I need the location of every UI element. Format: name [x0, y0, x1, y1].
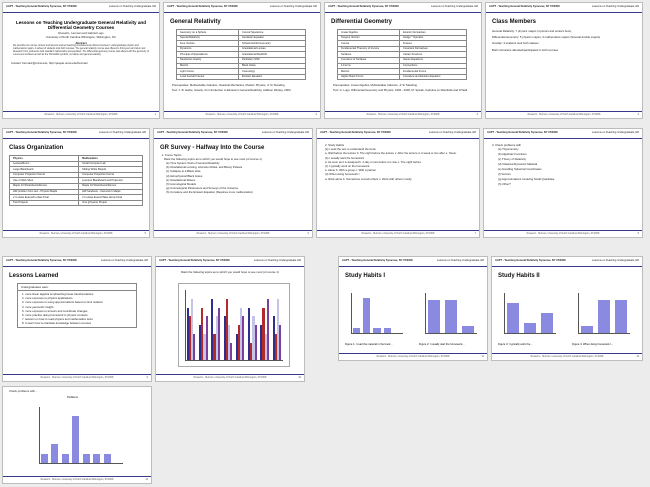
header-right: Lessons on Teaching Undergraduate GR — [109, 5, 156, 8]
footer-text: Russell L. Herman, University of North Carolina Wilmington, 07/2008 — [40, 478, 114, 481]
topic-cell: Light Cones — [177, 69, 239, 75]
list-item: (e) Handling Spherical Coordinates — [498, 167, 542, 171]
slide-11 — [338, 256, 488, 361]
header-right: Lessons on Teaching Undergraduate GR — [431, 5, 478, 8]
topic-cell: Geodesic Equation — [239, 35, 306, 41]
paper-title: Lessons on Teaching Undergraduate General Relativity and Differential Geometry Courses — [15, 20, 147, 30]
page-number: 5 — [144, 232, 146, 235]
table-row — [338, 74, 467, 80]
footer-text: Russell L. Herman, University of North Carolina Wilmington, 07/2008 — [527, 113, 601, 116]
topic-cell: Higher Rank Forms — [338, 74, 400, 80]
chart-caption: Rank the following topics as to which you would hope to see most (of course 1) — [181, 270, 279, 274]
x-axis — [504, 333, 556, 334]
topic-cell: Curved Spacetime — [239, 30, 306, 36]
chart-bar — [581, 326, 593, 333]
topic-cell: Gauss Equations — [400, 57, 467, 63]
page-number: 2 — [315, 113, 317, 116]
list-item: 1. more linear algebra emphasizing linear transformations — [22, 292, 94, 296]
slide-footer — [3, 374, 151, 381]
slide-footer — [492, 353, 642, 360]
chart-bar — [230, 343, 232, 361]
topic-cell: Special Relativity — [177, 35, 239, 41]
lessons-list — [18, 291, 136, 327]
header-right: Lessons on Teaching Undergraduate GR — [592, 259, 639, 262]
math-cell: 2 In-class Exams/Take Home Final — [79, 195, 143, 201]
slide-title: Differential Geometry — [331, 19, 393, 25]
chart-bar — [373, 328, 380, 333]
x-axis — [39, 463, 123, 464]
chart-bar — [51, 444, 58, 463]
contact-info[interactable]: Contact: hermanr@uncw.edu, http://people.uncw.edu/hermanr — [11, 61, 89, 65]
slide-header — [325, 3, 481, 13]
chart-bar — [507, 303, 519, 333]
list-item: (g) Cosmological Parameters and Surveys of the Universe — [166, 186, 239, 191]
study-habits-questions — [317, 139, 479, 185]
chart-bar — [267, 299, 269, 360]
slide-header — [484, 129, 642, 139]
header-right: Lessons on Teaching Undergraduate GR — [429, 131, 476, 134]
chart-bar — [193, 334, 195, 360]
chart-bar — [353, 328, 360, 333]
page-number: 9 — [146, 376, 148, 379]
y-axis — [351, 293, 352, 333]
slide-footer — [3, 111, 159, 118]
slide-footer — [164, 111, 320, 118]
header-right: Lessons on Teaching Undergraduate GR — [262, 131, 309, 134]
chart-bar — [462, 326, 474, 333]
study-habits-chart-2 — [419, 287, 483, 339]
header-left: AAPT - Teaching General Relativity Syracuse, NY 07/2008 — [342, 259, 413, 262]
physics-cell: Computer Projection Kernel — [10, 172, 79, 178]
list-item: 2. more exposure to physics applications — [22, 296, 73, 301]
footer-text: Russell L. Herman, University of North Carolina Wilmington, 07/2008 — [196, 232, 270, 235]
footer-text: Russell L. Herman, University of North Carolina Wilmington, 07/2008 — [193, 376, 267, 379]
slide-13 — [2, 386, 152, 484]
study-habits-chart-1 — [345, 287, 409, 339]
prerequisites: Prerequisites: Multivariable Calculus, Classical Mechanics, Modern Physics, Jr Sr Standing — [172, 83, 285, 88]
math-cell: Lectures Blackboard and Projected — [79, 178, 143, 184]
page-number: 6 — [307, 232, 309, 235]
list-item: 3. more exposure to using approximations based on limit notation — [22, 300, 103, 305]
slide-header — [3, 3, 159, 13]
chart-bar — [255, 325, 257, 360]
lessons-box — [17, 283, 137, 328]
header-right: Lessons on Teaching Undergraduate GR — [101, 259, 148, 262]
list-item: a. Work alone b. Sometimes consult others c. Work with others mostly — [325, 176, 412, 181]
slide-8 — [483, 128, 643, 238]
slide-footer — [3, 476, 151, 483]
x-axis — [578, 333, 630, 334]
chart-bar — [218, 308, 220, 361]
check-heading: 3. Check problems with — [492, 143, 522, 147]
slide-title: Study Habits I — [345, 273, 386, 279]
header-right: Lessons on Teaching Undergraduate GR — [99, 131, 146, 134]
affiliation: University of North Carolina Wilmington, Wilmington, NC — [46, 35, 116, 39]
organization-table — [9, 155, 143, 206]
list-item: (f) Vectors — [498, 172, 511, 176]
topic-cell: Principle of Equivalence — [177, 52, 239, 58]
table-row — [177, 74, 306, 80]
slide-12 — [491, 256, 643, 361]
footer-text: Russell L. Herman, University of North Carolina Wilmington, 07/2008 — [205, 113, 279, 116]
slide-1 — [2, 2, 160, 119]
y-axis — [425, 293, 426, 333]
topic-cell: Gravitational Redshift — [239, 52, 306, 58]
slide-title: Class Organization — [9, 145, 64, 151]
y-axis — [39, 407, 40, 463]
slide-10 — [155, 256, 305, 382]
footer-text: Russell L. Herman, University of North Carolina Wilmington, 07/2008 — [44, 113, 118, 116]
slide-footer — [339, 353, 487, 360]
chart-bar — [598, 300, 610, 333]
slide-title: GR Survey - Halfway Into the Course — [160, 145, 265, 151]
topic-cell: Geometry on a Sphere — [177, 30, 239, 36]
col-physics: Physics — [10, 156, 79, 162]
header-left: AAPT - Teaching General Relativity Syracuse, NY 07/2008 — [167, 5, 238, 8]
textbook: Text: J. B. Hartle, Gravity: An Introduction to Einstein's General Relativity, Addison Wesley, 2003. — [172, 88, 292, 93]
topic-cell: Schwarzschild Geometry — [239, 41, 306, 47]
topic-cell: Frames — [400, 41, 467, 47]
topic-cell: Connections — [400, 63, 467, 69]
header-left: AAPT - Teaching General Relativity Syracuse, NY 07/2008 — [6, 5, 77, 8]
footer-text: Russell L. Herman, University of North Carolina Wilmington, 07/2008 — [361, 232, 435, 235]
chart-title: Problems — [67, 396, 78, 399]
figure-2-caption: Figure 2: I usually start the homework... — [419, 343, 465, 346]
topic-cell: Dynamics — [177, 46, 239, 52]
list-item: (h) Curvature and the Einstein Equation (Requires more mathematics) — [166, 190, 253, 195]
abstract-text: We describe the course content and lessons learned teaching simultaneously offered courses in undergraduate physics and mathematics majors. A subset of students took both courses. The general relativity course was offered to third-year curriculum and Research from professors with standard mathematics prerequisites. The differential geometry course was altered with the geometry of curves and surfaces as well as the Christoffel symbols, curvature and general relativity. — [13, 45, 150, 56]
focus-heading: 1. Focus Topics — [162, 153, 182, 157]
slide-9 — [2, 256, 152, 382]
slide-title: Class Members — [492, 19, 537, 25]
chart-bar — [104, 454, 111, 463]
list-item: (e) Gravitational Waves — [166, 177, 196, 182]
slide-3 — [324, 2, 482, 119]
list-item: (c) Collapse to a Black Hole — [166, 169, 201, 174]
header-right: Lessons on Teaching Undergraduate GR — [254, 259, 301, 262]
list-item: (c) Theory of Relativity — [498, 157, 526, 161]
chart-bar — [363, 298, 370, 333]
page-number: 1 — [154, 113, 156, 116]
header-right: Lessons on Teaching Undergraduate GR — [270, 5, 317, 8]
list-item: 8. to learn how to translate knowledge between courses — [22, 321, 92, 326]
header-left: AAPT - Teaching General Relativity Syracuse, NY 07/2008 — [6, 131, 77, 134]
page-number: 11 — [481, 355, 484, 358]
check-list — [484, 147, 642, 187]
topic-cell: Local Inertial Frames — [177, 74, 239, 80]
page-number: 13 — [145, 478, 148, 481]
topic-cell: Curvature of Surfaces — [338, 57, 400, 63]
page-number: 12 — [636, 355, 639, 358]
chart-bar — [279, 325, 281, 360]
slide-header — [317, 129, 479, 139]
list-item: (d) Astrophysical Black Holes — [166, 173, 203, 178]
list-item: Differential Geometry: 5 physics majors, 3 mathematics majors (Several double majors) — [492, 35, 601, 40]
slide-footer — [317, 230, 479, 237]
list-item: (f) Cosmological Models — [166, 182, 196, 187]
physics-cell: Two Projects — [10, 200, 79, 206]
topic-cell: Covariant Derivatives — [400, 46, 467, 52]
slide-4 — [485, 2, 643, 119]
list-item: Overlap: 3 students took both classes — [492, 41, 539, 46]
header-left: AAPT - Teaching General Relativity Syracuse, NY 07/2008 — [487, 131, 558, 134]
slide-header — [492, 257, 642, 267]
list-item: (h) Other? — [498, 182, 511, 186]
topics-table — [337, 29, 467, 80]
list-item: (b) I usually start the homework — [325, 155, 365, 160]
list-item: (c) I typically work on the homework — [325, 164, 370, 169]
slide-header — [3, 257, 151, 267]
prerequisites: Prerequisites: Linear Algebra, Multivariable Calculus, Jr Sr Standing — [333, 83, 417, 88]
footer-text: Russell L. Herman, University of North Carolina Wilmington, 07/2008 — [40, 376, 114, 379]
list-item: a. Alone b. With a group c. With a partner — [325, 168, 377, 173]
topic-cell: Cartan Structure — [400, 52, 467, 58]
topic-cell: Fundamental Theorem of Curves — [338, 46, 400, 52]
slide-footer — [486, 111, 642, 118]
list-item: 5. more exposure to tensors and coordinate changes — [22, 308, 88, 313]
topic-cell: Four Vectors — [177, 41, 239, 47]
list-item: (d) When doing homework I — [325, 172, 360, 177]
slide-header — [3, 129, 149, 139]
chart-bar — [206, 316, 208, 360]
list-item: (a) Trigonometry — [498, 147, 519, 151]
x-axis — [351, 333, 403, 334]
physics-cell: 2 In-class Exams/In-class Final — [10, 195, 79, 201]
list-item: (d) Classical Dynamics Material — [498, 162, 538, 166]
slide-header — [339, 257, 487, 267]
list-item: 2. Study Habits — [325, 143, 344, 147]
slide-title: Study Habits II — [498, 273, 540, 279]
survey-topics — [154, 161, 312, 195]
focus-topics-chart — [178, 283, 290, 367]
topic-cell: Newtonian Gravity — [177, 57, 239, 63]
y-axis — [578, 293, 579, 333]
header-left: AAPT - Teaching General Relativity Syracuse, NY 07/2008 — [157, 131, 228, 134]
page-number: 8 — [637, 232, 639, 235]
y-axis — [504, 293, 505, 333]
math-cell: One (physics) Project — [79, 200, 143, 206]
topic-cell: Curves — [338, 41, 400, 47]
topic-cell: Curvature and Einstein Equation — [400, 74, 467, 80]
chart-bar — [445, 300, 457, 333]
math-cell: Computer Projection Kernel — [79, 172, 143, 178]
topic-cell: Exterior Derivatives — [400, 30, 467, 36]
slide-2 — [163, 2, 321, 119]
list-item: (a) I read the text to understand the book — [325, 147, 376, 152]
header-left: AAPT - Teaching General Relativity Syracuse, NY 07/2008 — [320, 131, 391, 134]
chart-bar — [41, 454, 48, 463]
authors: Russell L. Herman and Gabriel Lugo — [58, 31, 104, 35]
topics-table — [176, 29, 306, 80]
list-item: (b) Algebraic Functions — [498, 152, 527, 156]
topic-cell: Fundamental Forms — [400, 69, 467, 75]
topic-cell: Perihelion Shift — [239, 57, 306, 63]
list-item: General Relativity: 7 physics majors (4 juniors and seniors here) — [492, 29, 572, 33]
slide-title: Lessons Learned — [9, 273, 59, 279]
topic-cell: Surfaces — [338, 52, 400, 58]
chart-bar — [62, 454, 69, 463]
x-axis — [185, 360, 283, 361]
study-habits-chart-3 — [498, 287, 562, 339]
header-left: AAPT - Teaching General Relativity Syracuse, NY 07/2008 — [6, 259, 77, 262]
header-right: Lessons on Teaching Undergraduate GR — [592, 131, 639, 134]
chart-bar — [72, 416, 79, 463]
topic-cell: 1-Forms — [338, 63, 400, 69]
slide-header — [156, 257, 304, 267]
physics-cell: Large Blackboard — [10, 167, 79, 173]
study-habits-chart-4 — [572, 287, 636, 339]
slide-5 — [2, 128, 150, 238]
check-heading: Check problems with... — [9, 389, 38, 393]
footer-text: Russell L. Herman, University of North Carolina Wilmington, 07/2008 — [366, 113, 440, 116]
chart-bar — [428, 300, 440, 333]
members-list — [486, 27, 642, 54]
physics-cell: HW problem from text - Physics Maple — [10, 189, 79, 195]
list-item: (a) Time System Tools of General Relativity — [166, 161, 220, 165]
list-item: 7. lessons on how to read physics and mathematics texts — [22, 317, 93, 322]
figure-1-caption: Figure 1: I read the material in the book... — [345, 343, 393, 346]
footer-text: Russell L. Herman, University of North Carolina Wilmington, 07/2008 — [526, 232, 600, 235]
math-cell: Sliding White Boards — [79, 167, 143, 173]
math-cell: HW handouts - Instructor's Maple — [79, 189, 143, 195]
slide-footer — [484, 230, 642, 237]
figure-3-caption: Figure 3: I typically work the... — [498, 343, 533, 346]
header-right: Lessons on Teaching Undergraduate GR — [592, 5, 639, 8]
slide-7 — [316, 128, 480, 238]
slide-footer — [154, 230, 312, 237]
figure-4-caption: Figure 4: When doing homework I... — [572, 343, 614, 346]
col-math: Mathematics — [79, 156, 143, 162]
y-axis — [185, 290, 186, 360]
footer-text: Russell L. Herman, University of North Carolina Wilmington, 07/2008 — [39, 232, 113, 235]
slide-footer — [325, 111, 481, 118]
math-cell: Small Computer Lab — [79, 161, 143, 167]
slide-6 — [153, 128, 313, 238]
topic-cell: Gravitational Lenses — [239, 46, 306, 52]
x-axis — [425, 333, 477, 334]
header-left: AAPT - Teaching General Relativity Syracuse, NY 07/2008 — [495, 259, 566, 262]
topic-cell: Linear Algebra — [338, 30, 400, 36]
list-item: (g) Approximations Involving Small Quantities — [498, 177, 555, 181]
header-left: AAPT - Teaching General Relativity Syracuse, NY 07/2008 — [328, 5, 399, 8]
math-cell: Maple 10 Worksheets/Demos — [79, 183, 143, 189]
footer-text: Russell L. Herman, University of North Carolina Wilmington, 07/2008 — [376, 355, 450, 358]
physics-cell: Use of Web Sites — [10, 178, 79, 184]
survey-instruction: Rank the following topics as to which you would hope to see most (of course 1) — [164, 157, 262, 161]
topic-cell: Metrics — [338, 69, 400, 75]
header-left: AAPT - Teaching General Relativity Syracuse, NY 07/2008 — [159, 259, 230, 262]
footer-text: Russell L. Herman, University of North Carolina Wilmington, 07/2008 — [530, 355, 604, 358]
table-row — [10, 200, 143, 206]
page-number: 3 — [476, 113, 478, 116]
list-item: a. Well before the lecture b. The night before the lecture c. After the lecture d. A week or two after e. Never — [325, 151, 457, 156]
chart-bar — [384, 328, 391, 333]
page-number: 7 — [474, 232, 476, 235]
problems-chart — [33, 401, 129, 469]
header-right: Lessons on Teaching Undergraduate GR — [437, 259, 484, 262]
list-item: 4. more geometric insight — [22, 304, 54, 309]
page-number: 10 — [298, 376, 301, 379]
physics-cell: Maple 10 Worksheets/Demos — [10, 183, 79, 189]
slide-footer — [3, 230, 149, 237]
topic-cell: Black Holes — [239, 63, 306, 69]
chart-bar — [541, 313, 553, 333]
textbook: Text: G. Lugo, Differential Geometry and Physics, 1992 - 2006; M. Spivak, Calculus on Manifolds and O'Neill. — [333, 88, 468, 93]
topic-cell: Cosmology — [239, 69, 306, 75]
header-left: AAPT - Teaching General Relativity Syracuse, NY 07/2008 — [489, 5, 560, 8]
list-item: a. As soon as it is assigned b. A day or two before it is due c. The night before — [325, 159, 422, 164]
list-item: (b) Gravitational Lensing, Accretion Disks, and Binary Pulsars — [166, 165, 243, 170]
topic-cell: Metrics — [177, 63, 239, 69]
chart-bar — [83, 454, 90, 463]
physics-cell: Lecture/Room — [10, 161, 79, 167]
chart-bar — [93, 454, 100, 463]
slide-header — [486, 3, 642, 13]
topic-cell: Hodge * Operator — [400, 35, 467, 41]
topic-cell: Tangent Vectors — [338, 35, 400, 41]
lessons-subhead: Undergraduates want: — [18, 284, 136, 291]
chart-bar — [524, 323, 536, 333]
slide-title: General Relativity — [170, 19, 221, 25]
slide-footer — [156, 374, 304, 381]
chart-bar — [615, 300, 627, 333]
list-item: Both instructors attended/participated in both courses — [492, 47, 559, 52]
slide-header — [164, 3, 320, 13]
list-item: 6. more practice doing homework in physics contexts — [22, 313, 88, 318]
slide-header — [154, 129, 312, 139]
chart-bar — [242, 316, 244, 360]
abstract-heading: Abstract — [75, 41, 87, 45]
page-number: 4 — [637, 113, 639, 116]
topic-cell: Einstein Equation — [239, 74, 306, 80]
